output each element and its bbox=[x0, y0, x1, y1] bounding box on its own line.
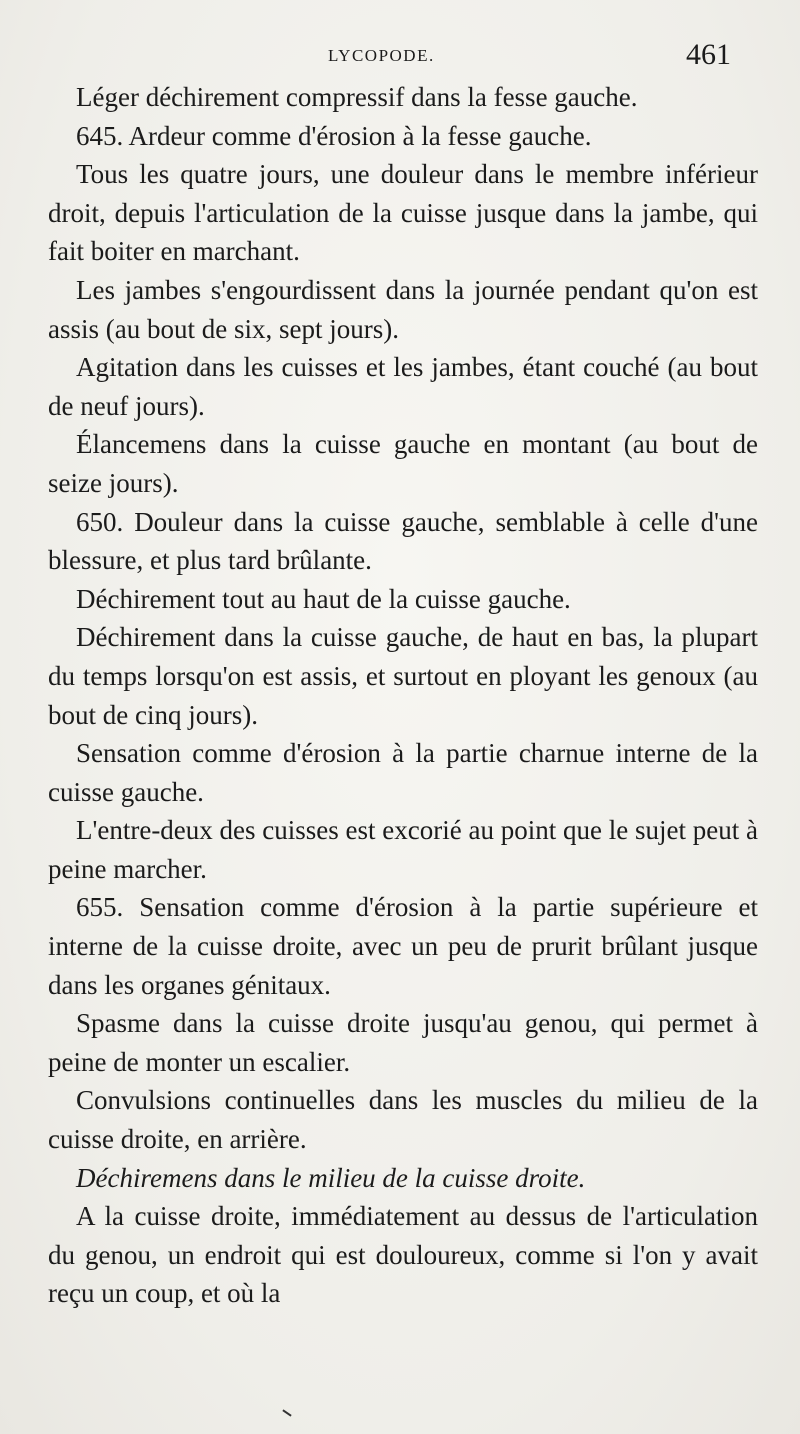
running-title: LYCOPODE. bbox=[328, 46, 435, 65]
paragraph bbox=[48, 888, 758, 1004]
paragraph-text: Léger déchirement compressif dans la fesse gauche. bbox=[76, 82, 638, 112]
paragraph bbox=[48, 271, 758, 348]
paragraph bbox=[48, 425, 758, 502]
paragraph-number: 645. bbox=[76, 120, 124, 151]
paragraph bbox=[48, 1004, 758, 1081]
paragraph bbox=[48, 1159, 758, 1198]
paragraph bbox=[48, 117, 758, 156]
paragraph-number: 650. bbox=[76, 506, 124, 537]
paragraph-text: Convulsions continuelles dans les muscles du milieu de la cuisse droite, en arrière. bbox=[48, 1085, 758, 1155]
paragraph bbox=[48, 1081, 758, 1158]
paragraph-text: Ardeur comme d'érosion à la fesse gauche. bbox=[128, 120, 592, 151]
body-text bbox=[48, 78, 758, 1313]
paragraph-text: Douleur dans la cuisse gauche, semblable à celle d'une blessure, et plus tard brûlante. bbox=[48, 506, 759, 576]
paragraph bbox=[48, 580, 758, 619]
paragraph bbox=[48, 734, 758, 811]
paragraph-text: Agitation dans les cuisses et les jambes, étant couché (au bout de neuf jours). bbox=[48, 352, 758, 421]
paragraph bbox=[48, 618, 758, 734]
paragraph bbox=[48, 1197, 758, 1313]
page-header bbox=[0, 38, 800, 78]
paragraph-number: 655. bbox=[76, 892, 124, 923]
paragraph bbox=[48, 78, 758, 117]
paragraph-text: Déchiremens dans le milieu de la cuisse droite. bbox=[76, 1162, 586, 1193]
paragraph-text: Tous les quatre jours, une douleur dans le membre inférieur droit, depuis l'articulation de la cuisse jusque dans la jambe, qui fait boiter en marchant. bbox=[48, 159, 758, 267]
paragraph bbox=[48, 155, 758, 271]
paragraph-text: Élancemens dans la cuisse gauche en montant (au bout de seize jours). bbox=[48, 429, 758, 498]
page-number: 461 bbox=[686, 38, 731, 71]
ink-mark bbox=[282, 1409, 291, 1416]
paragraph-text: Spasme dans la cuisse droite jusqu'au genou, qui permet à peine de monter un escalier. bbox=[48, 1008, 758, 1077]
paragraph-text: Sensation comme d'érosion à la partie supérieure et interne de la cuisse droite, avec un peu de prurit brûlant jusque dans les organes génitaux. bbox=[48, 892, 758, 1000]
paragraph-text: Sensation comme d'érosion à la partie charnue interne de la cuisse gauche. bbox=[48, 738, 758, 807]
paragraph bbox=[48, 811, 758, 888]
paragraph-text: L'entre-deux des cuisses est excorié au point que le sujet peut à peine marcher. bbox=[48, 815, 758, 884]
paragraph-text: Les jambes s'engourdissent dans la journée pendant qu'on est assis (au bout de six, sept jours). bbox=[48, 274, 758, 344]
paragraph bbox=[48, 503, 758, 580]
paragraph bbox=[48, 348, 758, 425]
paragraph-text: Déchirement tout au haut de la cuisse gauche. bbox=[76, 583, 571, 614]
paragraph-text: A la cuisse droite, immédiatement au dessus de l'articulation du genou, un endroit qui est douloureux, comme si l'on y avait reçu un coup, et où la bbox=[48, 1201, 758, 1309]
paragraph-text: Déchirement dans la cuisse gauche, de haut en bas, la plupart du temps lorsqu'on est assis, et surtout en ployant les genoux (au bout de cinq jours). bbox=[48, 622, 758, 730]
